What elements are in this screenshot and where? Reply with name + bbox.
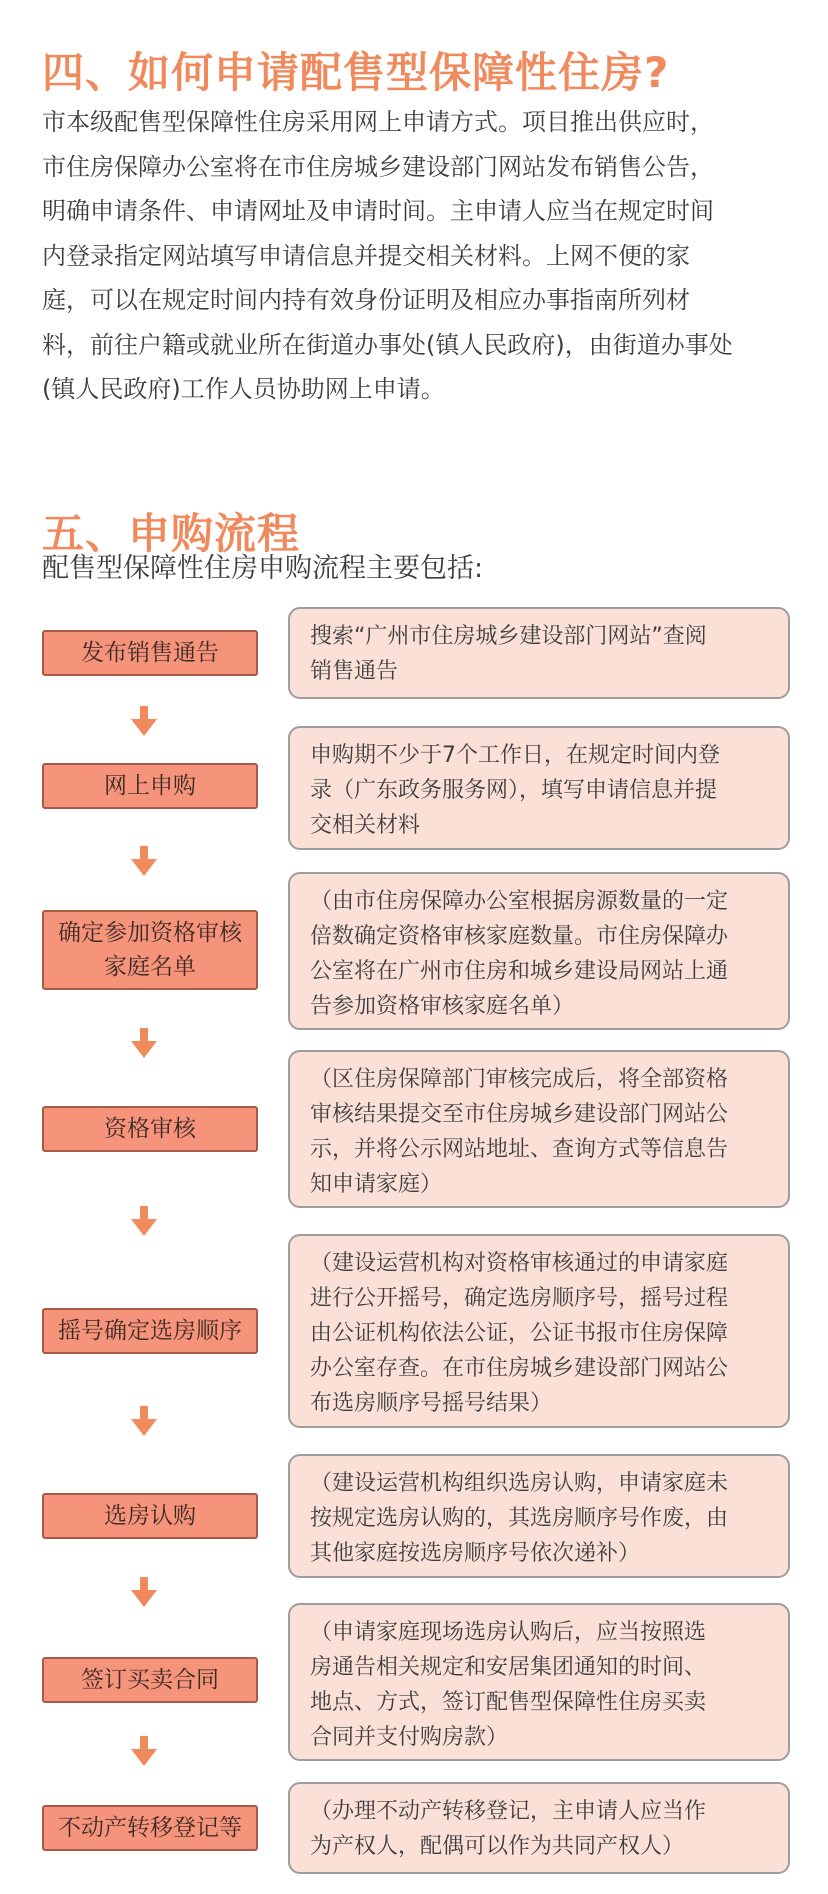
desc-line: 倍数确定资格审核家庭数量。市住房保障办 bbox=[310, 924, 729, 949]
paragraph-line: (镇人民政府)工作人员协助网上申请。 bbox=[42, 375, 445, 403]
step-label: 选房认购 bbox=[104, 1503, 196, 1529]
section-4-title: 四、如何申请配售型保障性住房? bbox=[42, 48, 670, 98]
desc-line: 公室将在广州市住房和城乡建设局网站上通 bbox=[310, 959, 729, 984]
desc-line: 房通告相关规定和安居集团通知的时间、 bbox=[310, 1655, 707, 1680]
flow-step-1 bbox=[42, 630, 258, 676]
down-arrow-icon bbox=[131, 846, 157, 876]
desc-line: 申购期不少于7个工作日，在规定时间内登 bbox=[310, 743, 720, 768]
step-label: 签订买卖合同 bbox=[81, 1667, 219, 1693]
desc-line: 审核结果提交至市住房城乡建设部门网站公 bbox=[310, 1102, 729, 1127]
desc-line: 由公证机构依法公证，公证书报市住房保障 bbox=[310, 1321, 729, 1346]
desc-line: （区住房保障部门审核完成后，将全部资格 bbox=[310, 1067, 729, 1092]
flow-step-5 bbox=[42, 1308, 258, 1354]
down-arrow-icon bbox=[131, 1736, 157, 1766]
flow-desc-3 bbox=[288, 872, 790, 1030]
desc-line: 办公室存查。在市住房城乡建设部门网站公 bbox=[310, 1356, 729, 1381]
desc-line: （建设运营机构对资格审核通过的申请家庭 bbox=[310, 1251, 729, 1276]
down-arrow-icon bbox=[131, 1206, 157, 1236]
flow-desc-2 bbox=[288, 726, 790, 850]
desc-line: 销售通告 bbox=[310, 659, 399, 684]
desc-line: 示，并将公示网站地址、查询方式等信息告 bbox=[310, 1137, 729, 1162]
flow-step-6 bbox=[42, 1493, 258, 1539]
desc-line: 知申请家庭） bbox=[310, 1172, 443, 1197]
desc-line: 地点、方式，签订配售型保障性住房买卖 bbox=[310, 1690, 707, 1715]
step-label: 确定参加资格审核 bbox=[58, 920, 242, 946]
desc-line: （建设运营机构组织选房认购，申请家庭未 bbox=[310, 1471, 729, 1496]
down-arrow-icon bbox=[131, 1406, 157, 1436]
down-arrow-icon bbox=[131, 1028, 157, 1058]
flow-step-4 bbox=[42, 1106, 258, 1152]
flow-intro: 配售型保障性住房申购流程主要包括: bbox=[42, 553, 484, 584]
desc-line: 按规定选房认购的，其选房顺序号作废，由 bbox=[310, 1506, 729, 1531]
flow-step-8 bbox=[42, 1805, 258, 1851]
flow-step-7 bbox=[42, 1657, 258, 1703]
paragraph-line: 内登录指定网站填写申请信息并提交相关材料。上网不便的家 bbox=[42, 241, 690, 270]
paragraph-line: 料，前往户籍或就业所在街道办事处(镇人民政府)，由街道办事处 bbox=[42, 330, 733, 359]
paragraph-line: 市本级配售型保障性住房采用网上申请方式。项目推出供应时， bbox=[42, 108, 714, 136]
section-5-title: 五、申购流程 bbox=[42, 509, 301, 559]
step-label: 摇号确定选房顺序 bbox=[58, 1318, 242, 1344]
flow-step-3 bbox=[42, 910, 258, 990]
flow-desc-8 bbox=[288, 1782, 790, 1874]
flow-desc-5 bbox=[288, 1234, 790, 1428]
flow-step-2 bbox=[42, 763, 258, 809]
desc-line: 录（广东政务服务网），填写申请信息并提 bbox=[310, 778, 718, 803]
step-label: 网上申购 bbox=[104, 773, 196, 799]
desc-line: 合同并支付购房款） bbox=[310, 1725, 509, 1750]
step-label: 家庭名单 bbox=[104, 954, 196, 980]
step-label: 资格审核 bbox=[104, 1116, 196, 1142]
section-4-paragraph bbox=[42, 100, 794, 412]
desc-line: 为产权人，配偶可以作为共同产权人） bbox=[310, 1834, 685, 1859]
flow-desc-1 bbox=[288, 607, 790, 699]
desc-line: 其他家庭按选房顺序号依次递补） bbox=[310, 1541, 641, 1566]
desc-line: 布选房顺序号摇号结果） bbox=[310, 1391, 553, 1416]
desc-line: 交相关材料 bbox=[310, 813, 421, 838]
desc-line: 进行公开摇号，确定选房顺序号，摇号过程 bbox=[310, 1286, 729, 1311]
step-label: 不动产转移登记等 bbox=[58, 1815, 242, 1841]
paragraph-line: 明确申请条件、申请网址及申请时间。主申请人应当在规定时间 bbox=[42, 197, 714, 225]
desc-line: 搜索“广州市住房城乡建设部门网站”查阅 bbox=[310, 624, 707, 649]
flow-desc-6 bbox=[288, 1454, 790, 1578]
flow-desc-4 bbox=[288, 1050, 790, 1208]
paragraph-line: 庭，可以在规定时间内持有效身份证明及相应办事指南所列材 bbox=[42, 286, 690, 314]
desc-line: （办理不动产转移登记，主申请人应当作 bbox=[310, 1799, 707, 1824]
down-arrow-icon bbox=[131, 706, 157, 736]
flow-desc-7 bbox=[288, 1603, 790, 1761]
step-label: 发布销售通告 bbox=[81, 640, 219, 666]
desc-line: （申请家庭现场选房认购后，应当按照选 bbox=[310, 1620, 707, 1645]
desc-line: 告参加资格审核家庭名单） bbox=[310, 994, 575, 1019]
paragraph-line: 市住房保障办公室将在市住房城乡建设部门网站发布销售公告， bbox=[42, 152, 714, 181]
desc-line: （由市住房保障办公室根据房源数量的一定 bbox=[310, 889, 729, 914]
down-arrow-icon bbox=[131, 1577, 157, 1607]
